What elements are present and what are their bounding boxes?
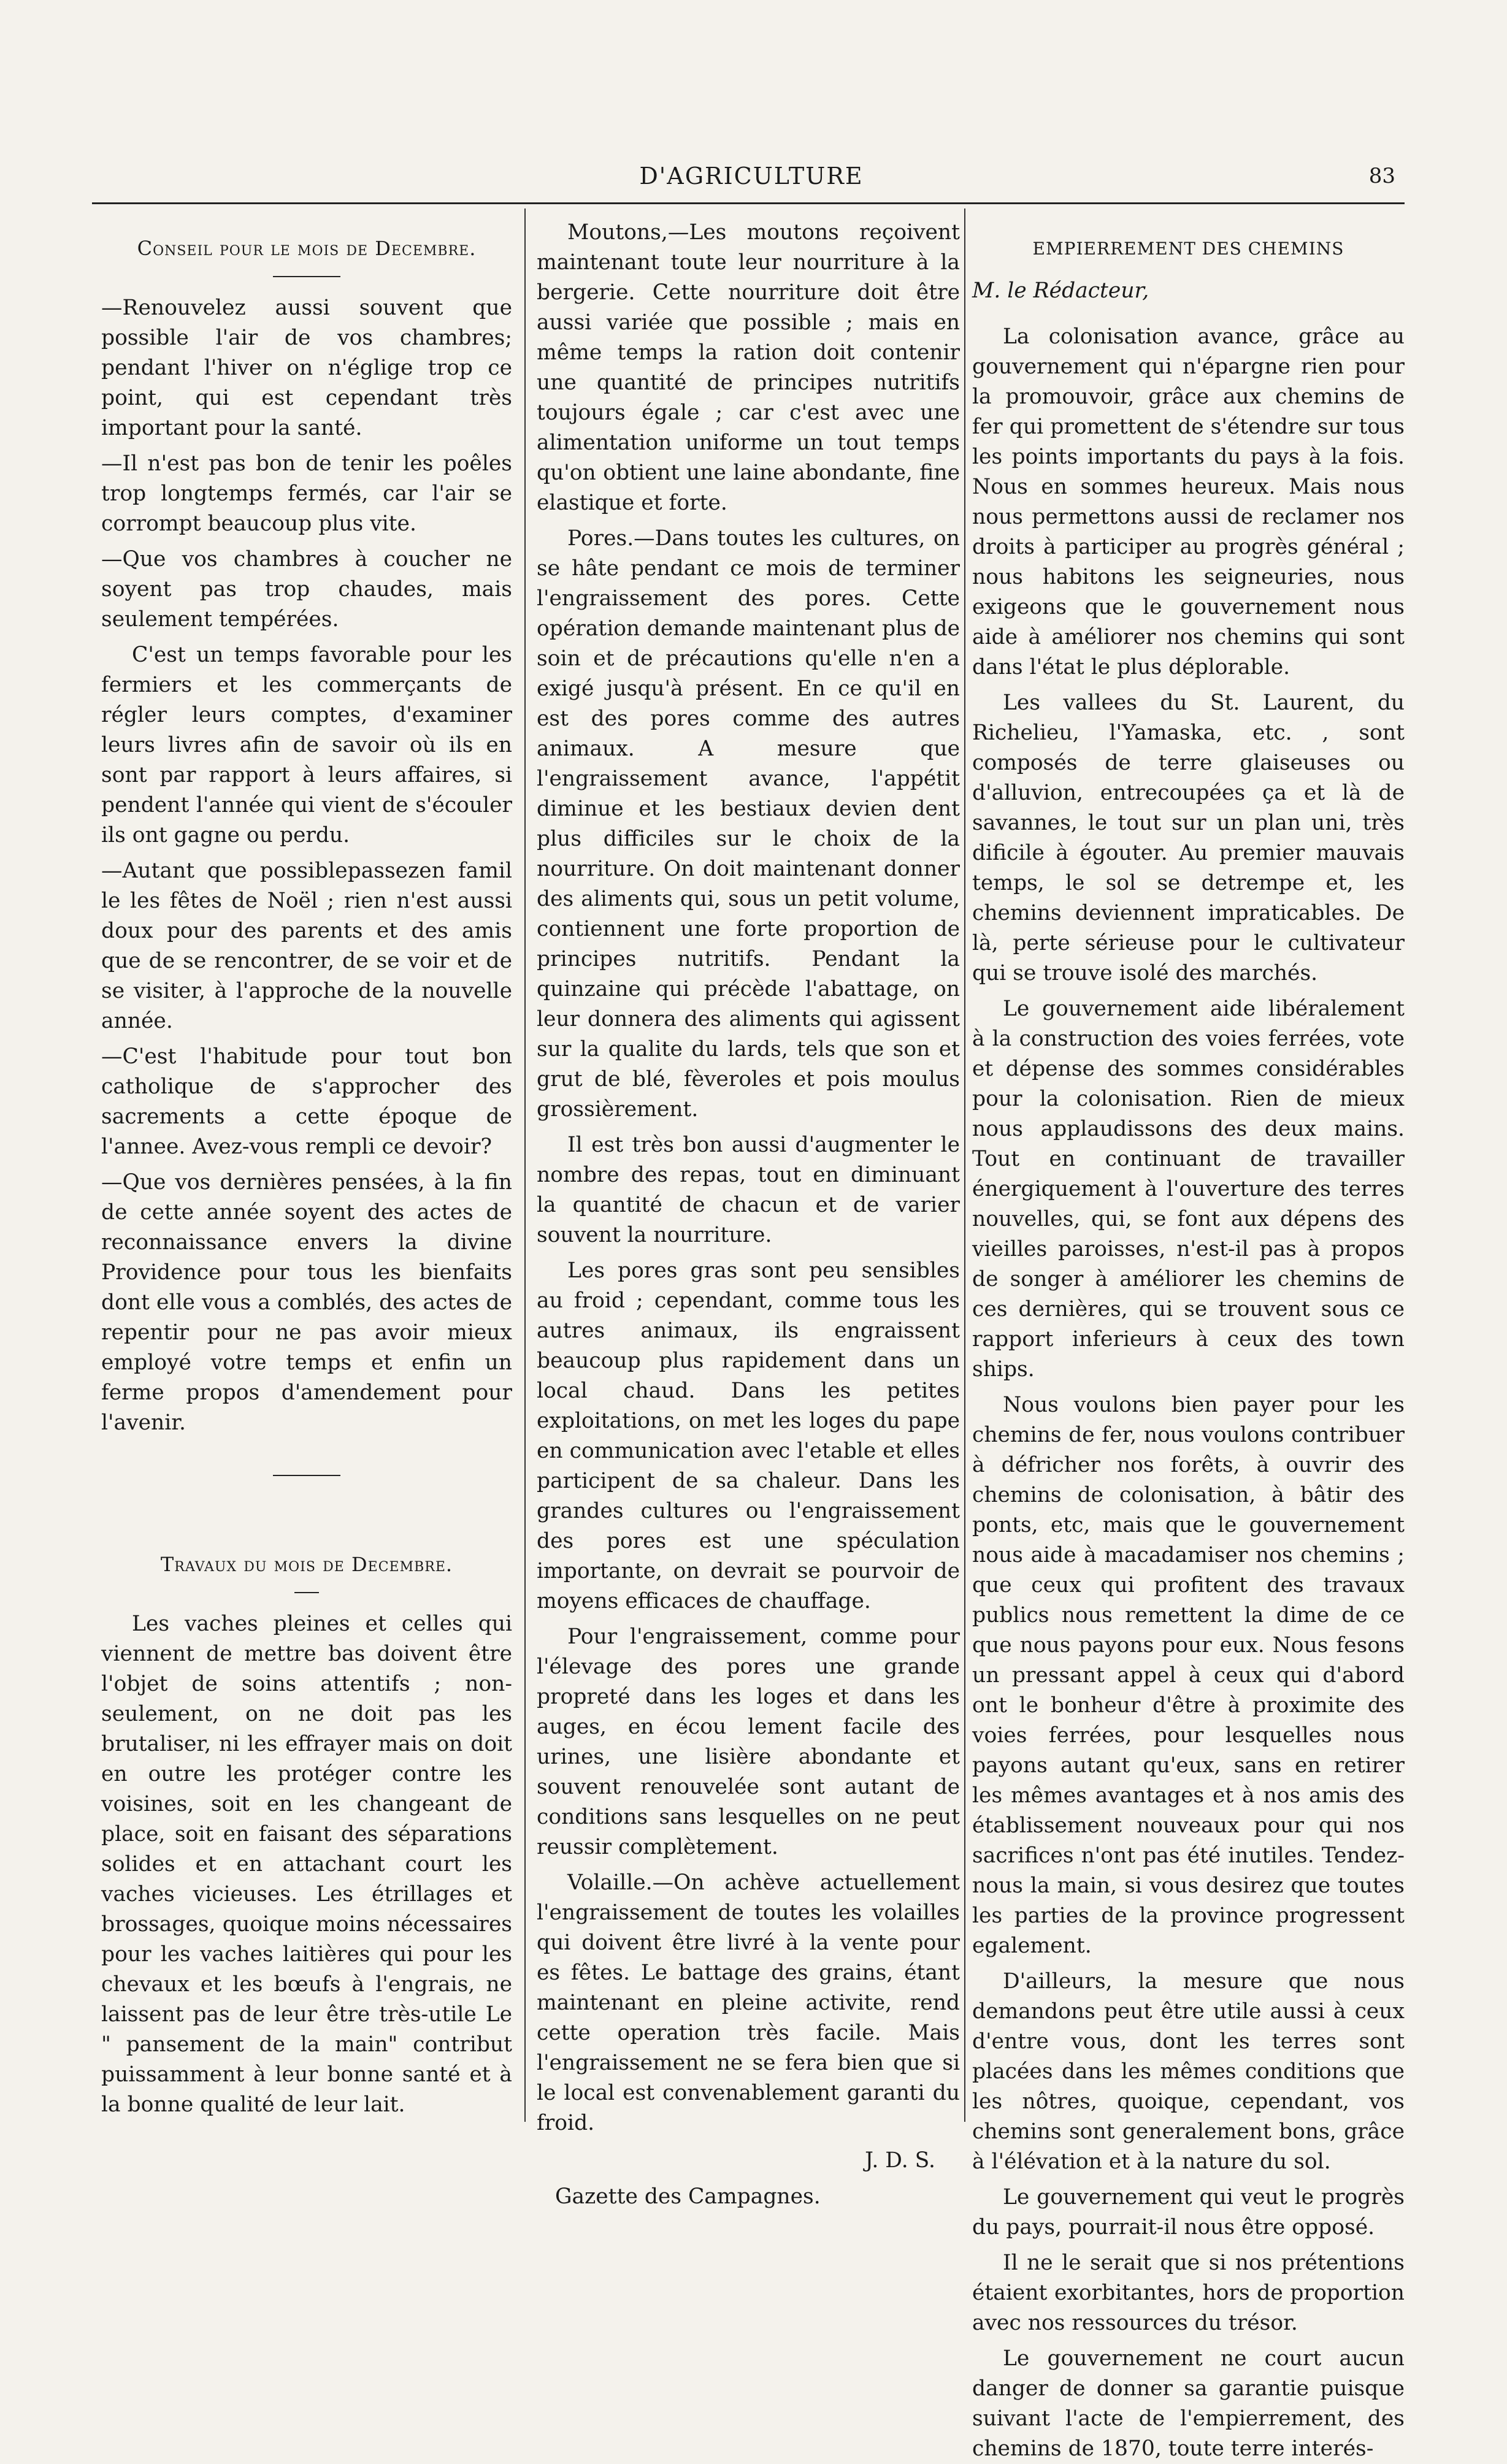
header-rule xyxy=(92,202,1405,204)
paragraph: —Renouvelez aussi souvent que possible l'air de vos chambres; pendant l'hiver on n'églige trop ce point, qui est cependant très important pour la santé. xyxy=(101,296,512,440)
paragraph: —Autant que possiblepassezen famil le les fêtes de Noël ; rien n'est aussi doux pour des parents et des amis que de se rencontrer, de se voir et de se visiter, à l'approche de la nouvelle année. xyxy=(101,859,512,1033)
page-number: 83 xyxy=(1368,164,1395,188)
column-2 xyxy=(537,218,960,2209)
salutation: M. le Rédacteur, xyxy=(972,278,1149,303)
signature: J. D. S. xyxy=(865,2148,935,2173)
paragraph: La colonisation avance, grâce au gouvernement qui n'épargne rien pour la promouvoir, grâce aux chemins de fer qui promettent de s'étendre sur tous les points importants du pays à la fois. Nous en sommes heureux. Mais nous nous permettons aussi de reclamer nos droits à participer au progrès général ; nous habitons les seigneuries, nous exigeons que le gouvernement nous aide à améliorer nos chemins qui sont dans l'état le plus déplorable. xyxy=(972,324,1405,679)
page-header xyxy=(92,156,1411,193)
paragraph: Les vaches pleines et celles qui viennent de mettre bas doivent être l'objet de soins attentifs ; non-seulement, on ne doit pas les brutaliser, ni les effrayer mais on doit en outre les protéger contre les voisines, soit en les changeant de place, soit en faisant des séparations solides et en attachant court les vaches vicieuses. Les étrillages et brossages, quoique moins nécessaires pour les vaches laitières qui pour les chevaux et les bœufs à l'engrais, ne laissent pas de leur être très-utile Le " pansement de la main" contribut puissamment à leur bonne santé et à la bonne qualité de leur lait. xyxy=(101,1612,512,2117)
column-1 xyxy=(101,218,512,2117)
paragraph: C'est un temps favorable pour les fermiers et les commerçants de régler leurs comptes, d'examiner leurs livres afin de savoir où ils en sont par rapport à leurs affaires, si pendent l'année qui vient de s'écouler ils ont gagne ou perdu. xyxy=(101,643,512,847)
paragraph: Les vallees du St. Laurent, du Richelieu, l'Yamaska, etc. , sont composés de terre glaiseuses ou d'alluvion, entrecoupées ça et là de savannes, le tout sur un plan uni, très dificile à égouter. Au premier mauvais temps, le sol se detrempe et, les chemins deviennent impraticables. De là, perte sérieuse pour le cultivateur qui se trouve isolé des marchés. xyxy=(972,691,1405,985)
column-divider xyxy=(524,209,526,2122)
paragraph: —Il n'est pas bon de tenir les poêles trop longtemps fermés, car l'air se corrompt beaucoup plus vite. xyxy=(101,451,512,536)
paragraph: Le gouvernement ne court aucun danger de donner sa garantie puisque suivant l'acte de l'empierrement, des chemins de 1870, toute terre interés- xyxy=(972,2346,1405,2461)
paragraph: Il ne le serait que si nos prétentions étaient exorbitantes, hors de proportion avec nos ressources du trésor. xyxy=(972,2251,1405,2335)
article-title: EMPIERREMENT DES CHEMINS xyxy=(1032,239,1344,259)
paragraph: Les pores gras sont peu sensibles au froid ; cependant, comme tous les autres animaux, ils engraissent beaucoup plus rapidement dans un local chaud. Dans les petites exploitations, on met les loges du pape en communication avec l'etable et elles participent de sa chaleur. Dans les grandes cultures ou l'engraissement des pores est une spéculation importante, on devrait se pourvoir de moyens efficaces de chauffage. xyxy=(537,1258,960,1613)
paragraph: —Que vos dernières pensées, à la fin de cette année soyent des actes de reconnaissance envers la divine Providence pour tous les bienfaits dont elle vous a comblés, des actes de repentir pour ne pas avoir mieux employé votre temps et enfin un ferme propos d'amendement pour l'avenir. xyxy=(101,1170,512,1435)
section-rule xyxy=(273,1475,340,1476)
paragraph: —C'est l'habitude pour tout bon catholique de s'approcher des sacrements a cette époque de l'annee. Avez-vous rempli ce devoir? xyxy=(101,1044,512,1159)
section-title-travaux: Travaux du mois de Decembre. xyxy=(160,1553,453,1576)
paragraph: D'ailleurs, la mesure que nous demandons peut être utile aussi à ceux d'entre vous, dont les terres sont placées dans les mêmes conditions que les nôtres, quoique, cependant, vos chemins sont generalement bons, grâce à l'élévation et à la nature du sol. xyxy=(972,1969,1405,2174)
section-rule xyxy=(273,276,340,277)
section-rule xyxy=(294,1592,319,1593)
paragraph: —Que vos chambres à coucher ne soyent pas trop chaudes, mais seulement tempérées. xyxy=(101,547,512,632)
paragraph: Il est très bon aussi d'augmenter le nombre des repas, tout en diminuant la quantité de chacun et de varier souvent la nourriture. xyxy=(537,1133,960,1247)
paragraph: Nous voulons bien payer pour les chemins de fer, nous voulons contribuer à défricher nos forêts, à ouvrir des chemins de colonisation, à bâtir des ponts, etc, mais que le gouvernement nous aide à macadamiser nos chemins ; que ceux qui profitent des travaux publics nous remettent la dime de ce que nous payons pour eux. Nous fesons un pressant appel à ceux qui d'abord ont le bonheur d'être à proximite des voies ferrées, pour lesquelles nous payons autant qu'eux, sans en retirer les mêmes avantages et à nos amis des établissement nouveaux pour qui nos sacrifices n'ont pas été inutiles. Tendez-nous la main, si vous desirez que toutes les parties de la province progressent egalement. xyxy=(972,1393,1405,1958)
paragraph: Moutons,—Les moutons reçoivent maintenant toute leur nourriture à la bergerie. Cette nourriture doit être aussi variée que possible ; mais en même temps la ration doit contenir une quantité de principes nutritifs toujours égale ; car c'est avec une alimentation uniforme un tout temps qu'on obtient une laine abondante, fine elastique et forte. xyxy=(537,220,960,515)
section-title-conseil: Conseil pour le mois de Decembre. xyxy=(137,237,477,260)
column-3 xyxy=(972,218,1405,2461)
running-title: D'AGRICULTURE xyxy=(639,163,864,189)
paragraph: Le gouvernement aide libéralement à la construction des voies ferrées, vote et dépense des sommes considérables pour la colonisation. Rien de mieux nous applaudissons des deux mains. Tout en continuant de travailler énergiquement à l'ouverture des terres nouvelles, qui, se font aux dépens des vieilles paroisses, n'est-il pas à propos de songer à améliorer les chemins de ces dernières, qui se trouvent sous ce rapport inferieurs à ceux des town ships. xyxy=(972,997,1405,1382)
column-divider xyxy=(964,209,965,2122)
source-citation: Gazette des Campagnes. xyxy=(555,2184,821,2209)
paragraph: Pour l'engraissement, comme pour l'élevage des pores une grande propreté dans les loges et dans les auges, en écou lement facile des urines, une lisière abondante et souvent renouvelée sont autant de conditions sans lesquelles on ne peut reussir complètement. xyxy=(537,1624,960,1859)
paragraph: Le gouvernement qui veut le progrès du pays, pourrait-il nous être opposé. xyxy=(972,2185,1405,2240)
paragraph: Pores.—Dans toutes les cultures, on se hâte pendant ce mois de terminer l'engraissement des pores. Cette opération demande maintenant plus de soin et de précautions qu'elle n'en a exigé jusqu'à présent. En ce qu'il en est des pores comme des autres animaux. A mesure que l'engraissement avance, l'appétit diminue et les bestiaux devien dent plus difficiles sur le choix de la nourriture. On doit maintenant donner des aliments qui, sous un petit volume, contiennent une forte proportion de principes nutritifs. Pendant la quinzaine qui précède l'abattage, on leur donnera des aliments qui agissent sur la qualite du lards, tels que son et grut de blé, fèveroles et pois moulus grossièrement. xyxy=(537,526,960,1122)
paragraph: Volaille.—On achève actuellement l'engraissement de toutes les volailles qui doivent être livré à la vente pour es fêtes. Le battage des grains, étant maintenant en pleine activite, rend cette operation très facile. Mais l'engraissement ne se fera bien que si le local est convenablement garanti du froid. xyxy=(537,1870,960,2135)
